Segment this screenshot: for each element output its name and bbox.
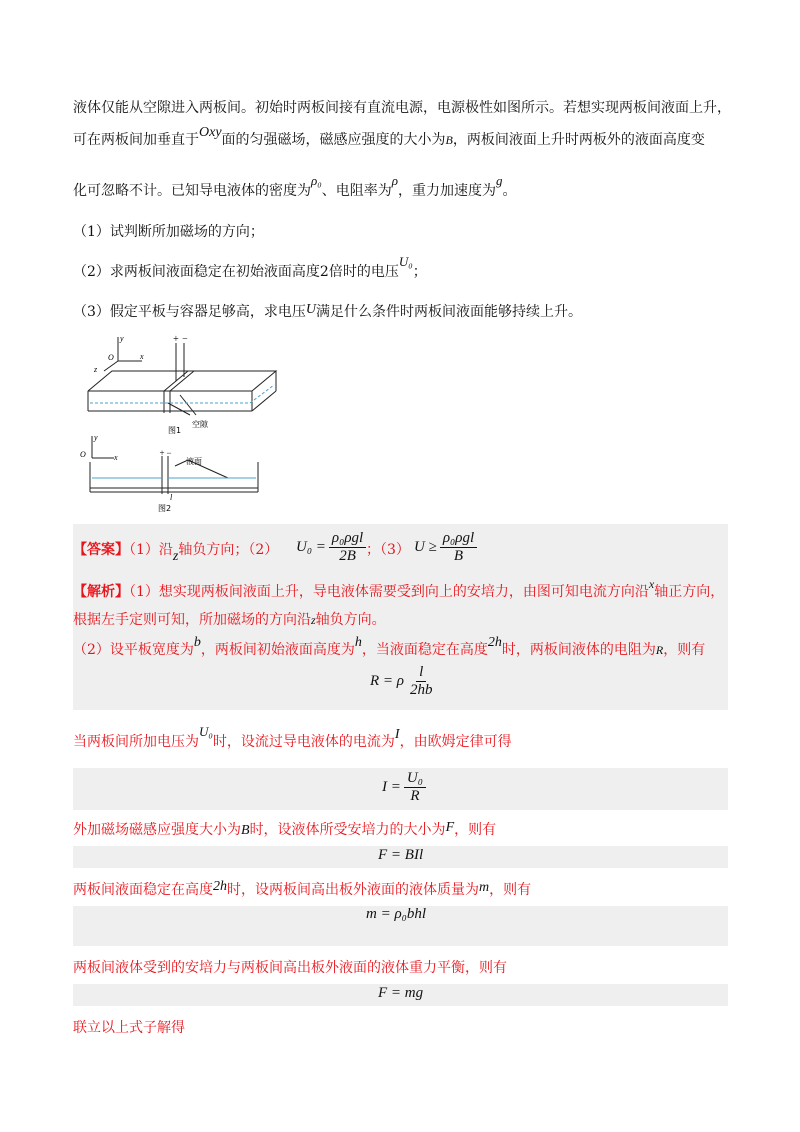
math-symbol: U₀	[398, 254, 413, 269]
fraction-denominator: 2hb	[409, 682, 433, 698]
length-label: l	[170, 493, 173, 502]
problem-line-1	[73, 98, 731, 118]
figure-2-caption: 图2	[158, 504, 172, 513]
answer-tag: 【答案】	[73, 542, 129, 558]
fraction-numerator: l	[416, 664, 426, 682]
formula-lhs: I =	[382, 779, 401, 795]
formula-lhs: R = ρ	[370, 673, 404, 689]
math-symbol: ρ	[391, 173, 399, 188]
math-symbol: g	[496, 173, 503, 188]
formula-current	[382, 770, 429, 805]
figure-2	[78, 432, 268, 514]
answer-sep	[366, 540, 410, 560]
solution-line-2	[73, 610, 386, 630]
figure-1-caption: 图1	[168, 426, 182, 435]
math-symbol: z	[311, 613, 316, 627]
math-symbol: Oxy	[199, 125, 222, 140]
fraction	[407, 664, 436, 699]
solution-line-6	[73, 880, 531, 901]
solution-text: 时，设液体所受安培力的大小为	[249, 822, 446, 838]
axis-label-x: x	[114, 453, 118, 462]
problem-text: ，两板间液面上升时两板外的液面高度变	[452, 132, 705, 148]
solution-line-7	[73, 958, 507, 978]
fraction-denominator: B	[453, 548, 464, 564]
formula-expression: F = BIl	[378, 847, 424, 863]
fraction	[440, 530, 477, 565]
question-text: 满足什么条件时两板间液面能够持续上升。	[316, 304, 583, 320]
formula-resistance	[370, 664, 438, 699]
solution-text: 两板间液面稳定在高度	[73, 882, 213, 898]
answer-line	[73, 540, 279, 564]
problem-text: 化可忽略不计。已知导电液体的密度为	[73, 183, 311, 199]
solution-text: 根据左手定则可知，所加磁场的方向沿	[73, 612, 311, 628]
answer-formula-3	[414, 530, 480, 565]
math-symbol: h	[354, 635, 362, 650]
fraction	[329, 530, 366, 565]
fraction-denominator: 2B	[339, 548, 356, 564]
plus-terminal: +	[173, 334, 179, 345]
answer-formula-2	[296, 530, 369, 565]
math-symbol: B	[241, 823, 250, 838]
solution-text: 时，设流过导电液体的电流为	[212, 734, 395, 750]
problem-line-2	[73, 125, 705, 151]
fraction-numerator: ρ₀ρgl	[440, 530, 477, 548]
minus-terminal: −	[166, 448, 172, 458]
solution-text: ，当液面稳定在高度	[361, 642, 488, 658]
answer-text: （1）沿	[129, 542, 173, 558]
problem-text: 可在两板间加垂直于	[73, 132, 199, 148]
math-symbol: ρ₀	[311, 173, 322, 188]
question-2	[73, 254, 427, 282]
figure-1	[80, 333, 280, 438]
liquid-label: 液面	[186, 457, 202, 466]
axis-label-x: x	[140, 352, 144, 361]
problem-line-3	[73, 173, 517, 201]
formula-lhs: U ≥	[414, 539, 437, 555]
solution-text: 外加磁场磁感应强度大小为	[73, 822, 241, 838]
solution-text: 联立以上式子解得	[73, 1020, 185, 1036]
problem-text: 液体仅能从空隙进入两板间。初始时两板间接有直流电源，电源极性如图所示。若想实现两板间液面上升，	[73, 100, 731, 116]
problem-text: 。	[502, 183, 517, 199]
problem-text: 面的匀强磁场，磁感应强度的大小为	[221, 132, 446, 148]
fig1-z-axis	[104, 361, 118, 371]
axis-label-z: z	[94, 365, 98, 374]
question-text: （2）求两板间液面稳定在初始液面高度2倍时的电压	[73, 264, 399, 280]
solution-text: 轴正方向，	[654, 584, 725, 600]
fraction-numerator: U₀	[404, 770, 426, 788]
problem-text: ，重力加速度为	[398, 183, 497, 199]
solution-text: 当两板间所加电压为	[73, 734, 199, 750]
solution-line-5	[73, 820, 496, 841]
math-symbol: F	[445, 820, 455, 835]
answer-text: 轴负方向；（2）	[178, 542, 279, 558]
solution-line-4	[73, 724, 512, 753]
origin-label: O	[108, 353, 114, 362]
solution-text: ，则有	[454, 822, 497, 838]
solution-text: 两板间液体受到的安培力与两板间高出板外液面的液体重力平衡，则有	[73, 960, 507, 976]
solution-text: （1）想实现两板间液面上升，导电液体需要受到向上的安培力，由图可知电流方向沿	[129, 584, 649, 600]
fraction	[404, 770, 426, 805]
math-symbol: 2h	[487, 635, 502, 650]
minus-terminal: −	[182, 334, 188, 345]
question-text: （1）试判断所加磁场的方向；	[73, 224, 264, 240]
answer-text: ；（3）	[366, 542, 410, 558]
problem-text: 、电阻率为	[321, 183, 392, 199]
solution-text: （2）设平板宽度为	[73, 642, 194, 658]
solution-text: ，则有	[489, 882, 532, 898]
solution-text: 时，两板间液体的电阻为	[501, 642, 656, 658]
math-symbol: R	[655, 643, 664, 657]
math-symbol: U	[305, 302, 317, 317]
solution-text: ，则有	[663, 642, 706, 658]
question-text: ；	[412, 264, 427, 280]
axis-label-y: y	[94, 433, 98, 442]
question-1	[73, 222, 264, 242]
fraction-numerator: ρ₀ρgl	[329, 530, 366, 548]
solution-line-1	[73, 577, 725, 602]
math-symbol: 2h	[213, 879, 227, 894]
math-symbol: B	[445, 133, 453, 147]
question-text: （3）假定平板与容器足够高，求电压	[73, 304, 306, 320]
math-symbol: z	[172, 549, 179, 564]
formula-mass	[366, 906, 426, 923]
formula-expression: m = ρ₀bhl	[366, 906, 427, 922]
question-3	[73, 302, 582, 323]
math-symbol: U₀	[199, 724, 213, 739]
math-symbol: I	[394, 727, 400, 742]
solution-tag: 【解析】	[73, 584, 129, 600]
formula-lhs: U₀ =	[296, 539, 326, 555]
math-symbol: b	[193, 635, 201, 650]
solution-text: ，两板间初始液面高度为	[200, 642, 355, 658]
solution-line-3	[73, 635, 706, 661]
formula-balance	[378, 985, 423, 1002]
plus-terminal: +	[159, 448, 165, 458]
gap-label: 空隙	[192, 420, 208, 429]
origin-label: O	[80, 450, 86, 459]
formula-force	[378, 847, 423, 864]
solution-text: 时，设两板间高出板外液面的液体质量为	[227, 882, 479, 898]
math-symbol: m	[479, 880, 490, 895]
solution-text: ，由欧姆定律可得	[399, 734, 512, 750]
axis-label-y: y	[120, 334, 124, 343]
solution-text: 轴负方向。	[315, 612, 386, 628]
solution-line-8	[73, 1018, 185, 1038]
formula-expression: F = mg	[378, 985, 424, 1001]
fraction-denominator: R	[410, 788, 420, 804]
math-symbol: x	[648, 577, 655, 591]
